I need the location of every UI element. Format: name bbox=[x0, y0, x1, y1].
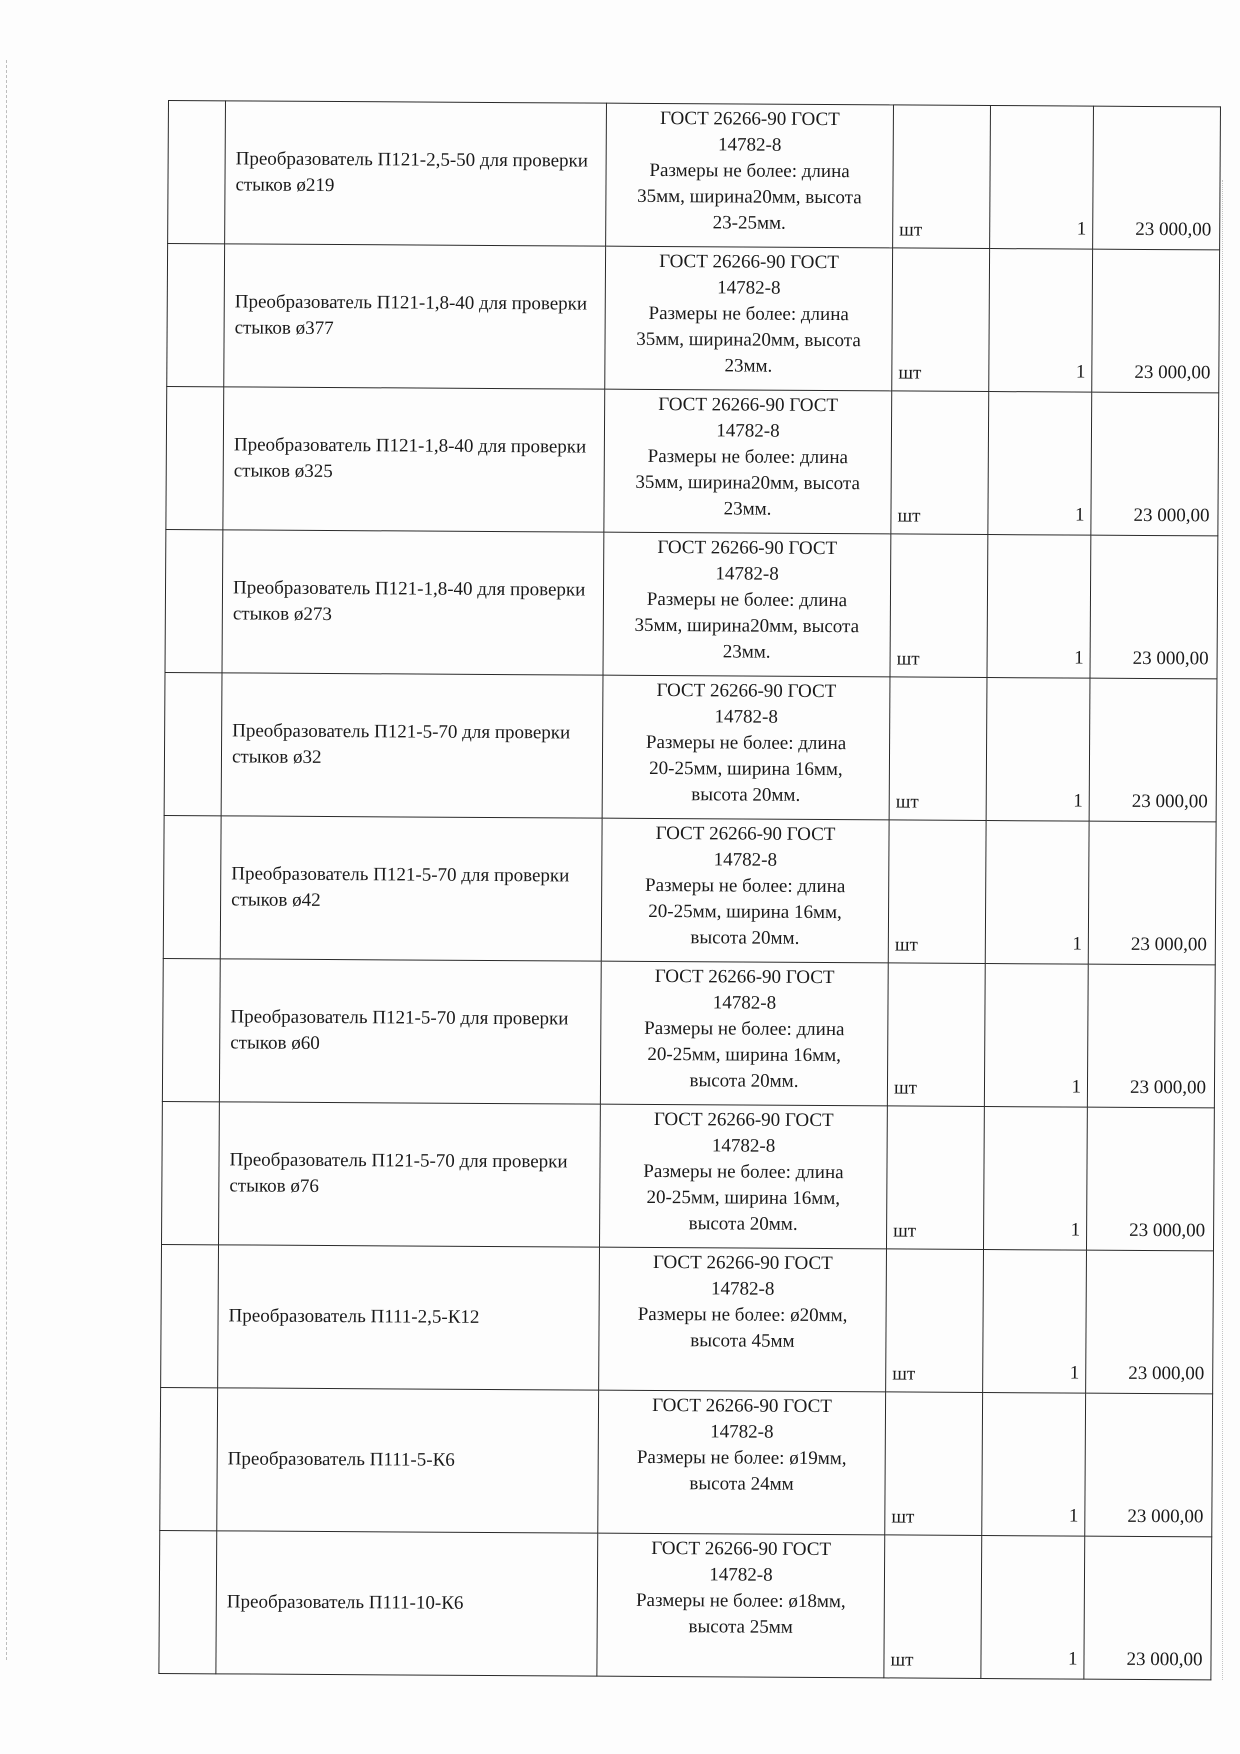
item-unit: шт bbox=[893, 1077, 917, 1099]
item-unit: шт bbox=[899, 219, 923, 241]
item-price: 23 000,00 bbox=[1129, 1219, 1206, 1242]
item-spec-line: 14782-8 bbox=[717, 277, 781, 299]
item-unit-cell bbox=[891, 391, 989, 535]
item-qty: 1 bbox=[1069, 1362, 1080, 1384]
item-spec-cell bbox=[601, 818, 889, 963]
row-number-cell bbox=[162, 1101, 220, 1244]
item-price-cell bbox=[1092, 249, 1220, 393]
table-row bbox=[168, 101, 1221, 250]
item-spec-line: 14782-8 bbox=[714, 706, 778, 728]
item-qty: 1 bbox=[1067, 1648, 1078, 1670]
item-spec-line: 14782-8 bbox=[710, 1421, 774, 1443]
item-name: Преобразователь П111-2,5-К12 bbox=[228, 1305, 480, 1328]
item-name-cell bbox=[221, 673, 603, 818]
item-qty-cell bbox=[983, 1107, 1087, 1251]
item-name: Преобразователь П121-1,8-40 для проверки стыков ø377 bbox=[234, 291, 588, 340]
item-unit: шт bbox=[890, 1649, 914, 1671]
item-price-cell bbox=[1093, 106, 1221, 250]
table-row bbox=[165, 529, 1218, 678]
item-name: Преобразователь П111-10-К6 bbox=[226, 1591, 464, 1614]
item-price: 23 000,00 bbox=[1133, 504, 1210, 527]
item-unit-cell bbox=[886, 1249, 984, 1393]
item-unit: шт bbox=[898, 362, 922, 384]
item-unit-cell bbox=[888, 820, 986, 964]
item-unit-cell bbox=[889, 677, 987, 821]
scan-edge-right bbox=[1222, 180, 1224, 1680]
row-number-cell bbox=[160, 1387, 218, 1530]
items-table-wrapper bbox=[158, 100, 1212, 1680]
row-number-cell bbox=[166, 386, 224, 529]
item-qty-cell bbox=[982, 1393, 1086, 1537]
table-row bbox=[164, 672, 1217, 821]
item-qty-cell bbox=[984, 964, 1088, 1108]
item-qty: 1 bbox=[1076, 218, 1087, 240]
item-spec-line: Размеры не более: длина bbox=[646, 588, 848, 612]
item-price-cell bbox=[1084, 1536, 1212, 1680]
item-spec-line: Размеры не более: длина bbox=[645, 874, 846, 898]
item-spec-line: Размеры не более: ø20мм, bbox=[637, 1303, 848, 1327]
item-spec-line: 20-25мм, ширина 16мм, bbox=[646, 1186, 841, 1210]
item-spec-line: 23-25мм. bbox=[712, 212, 786, 234]
item-spec-line: 23мм. bbox=[723, 498, 772, 520]
row-number-cell bbox=[164, 672, 222, 815]
item-qty-cell bbox=[981, 1535, 1085, 1679]
item-unit: шт bbox=[893, 1220, 917, 1242]
item-unit: шт bbox=[896, 648, 920, 670]
item-name: Преобразователь П121-2,5-50 для проверки стыков ø219 bbox=[235, 148, 589, 197]
item-spec-line: высота 45мм bbox=[690, 1330, 795, 1352]
item-price: 23 000,00 bbox=[1127, 1505, 1204, 1528]
item-spec-line: 14782-8 bbox=[712, 992, 777, 1014]
item-price-cell bbox=[1091, 392, 1219, 536]
item-spec-line: 20-25мм, ширина 16мм, bbox=[649, 757, 843, 781]
item-qty-cell bbox=[990, 106, 1094, 250]
item-spec-line: ГОСТ 26266-90 ГОСТ bbox=[657, 536, 838, 560]
item-price: 23 000,00 bbox=[1128, 1362, 1205, 1385]
item-name: Преобразователь П121-5-70 для проверки стыков ø76 bbox=[229, 1149, 568, 1197]
item-name-cell bbox=[220, 816, 602, 961]
item-unit-cell bbox=[887, 963, 985, 1107]
item-name: Преобразователь П121-1,8-40 для проверки стыков ø273 bbox=[232, 577, 586, 626]
item-spec-line: 14782-8 bbox=[715, 563, 779, 585]
item-name: Преобразователь П111-5-К6 bbox=[227, 1448, 455, 1471]
item-price-cell bbox=[1085, 1393, 1213, 1537]
item-spec-line: 14782-8 bbox=[713, 849, 778, 871]
table-row bbox=[162, 958, 1215, 1107]
item-qty: 1 bbox=[1074, 647, 1084, 669]
item-qty: 1 bbox=[1071, 1076, 1082, 1098]
item-name-cell bbox=[225, 101, 607, 246]
item-spec-line: 14782-8 bbox=[711, 1135, 776, 1157]
item-spec-line: высота 24мм bbox=[689, 1473, 794, 1495]
item-unit-cell bbox=[892, 248, 990, 392]
item-unit-cell bbox=[886, 1106, 984, 1250]
item-spec-cell bbox=[599, 1247, 887, 1392]
item-spec-cell bbox=[604, 389, 892, 534]
item-spec-cell bbox=[603, 532, 891, 677]
item-name-cell bbox=[222, 530, 604, 675]
item-spec-line: 14782-8 bbox=[716, 420, 780, 442]
table-row bbox=[166, 386, 1219, 535]
item-price-cell bbox=[1086, 1107, 1214, 1251]
table-row bbox=[167, 244, 1220, 393]
item-price: 23 000,00 bbox=[1131, 790, 1208, 813]
item-price-cell bbox=[1090, 535, 1218, 679]
item-qty-cell bbox=[989, 249, 1093, 393]
item-price: 23 000,00 bbox=[1129, 1076, 1207, 1099]
item-price-cell bbox=[1086, 1250, 1214, 1394]
item-spec-line: ГОСТ 26266-90 ГОСТ bbox=[651, 1537, 832, 1561]
item-name: Преобразователь П121-5-70 для проверки стыков ø32 bbox=[231, 720, 571, 768]
item-unit-cell bbox=[884, 1535, 982, 1679]
item-spec-line: 35мм, ширина20мм, высота bbox=[637, 185, 862, 209]
item-spec-cell bbox=[602, 675, 890, 820]
item-spec-line: 20-25мм, ширина 16мм, bbox=[647, 1043, 841, 1067]
item-name: Преобразователь П121-5-70 для проверки стыков ø60 bbox=[230, 1006, 569, 1054]
item-qty-cell bbox=[983, 1250, 1087, 1394]
item-spec-line: 35мм, ширина20мм, высота bbox=[636, 328, 861, 352]
item-price: 23 000,00 bbox=[1132, 647, 1209, 670]
item-qty: 1 bbox=[1074, 504, 1085, 526]
item-name-cell bbox=[217, 1388, 599, 1533]
item-price-cell bbox=[1088, 821, 1216, 965]
table-row bbox=[161, 1244, 1214, 1393]
item-name-cell bbox=[223, 387, 605, 532]
item-spec-line: 23мм. bbox=[722, 641, 771, 663]
row-number-cell bbox=[163, 815, 221, 958]
item-spec-line: Размеры не более: длина bbox=[648, 302, 849, 326]
item-spec-line: 14782-8 bbox=[711, 1278, 775, 1300]
item-unit: шт bbox=[897, 505, 921, 527]
table-row bbox=[160, 1387, 1213, 1536]
item-qty: 1 bbox=[1070, 1219, 1081, 1241]
row-number-cell bbox=[165, 529, 223, 672]
item-name-cell bbox=[216, 1531, 598, 1676]
item-spec-line: Размеры не более: ø19мм, bbox=[636, 1446, 847, 1470]
row-number-cell bbox=[159, 1530, 217, 1673]
item-spec-cell bbox=[606, 103, 894, 248]
item-spec-line: высота 25мм bbox=[688, 1616, 793, 1638]
item-spec-cell bbox=[600, 961, 888, 1106]
item-name: Преобразователь П121-1,8-40 для проверки стыков ø325 bbox=[233, 434, 587, 483]
item-spec-line: Размеры не более: длина bbox=[644, 1017, 845, 1041]
item-spec-line: ГОСТ 26266-90 ГОСТ bbox=[654, 965, 835, 989]
table-row bbox=[159, 1530, 1212, 1679]
item-spec-line: ГОСТ 26266-90 ГОСТ bbox=[658, 394, 839, 417]
item-spec-line: Размеры не более: длина bbox=[647, 445, 849, 469]
row-number-cell bbox=[161, 1244, 219, 1387]
item-unit: шт bbox=[891, 1506, 915, 1528]
item-spec-line: ГОСТ 26266-90 ГОСТ bbox=[659, 108, 840, 131]
row-number-cell bbox=[162, 958, 220, 1101]
item-spec-cell bbox=[598, 1390, 886, 1535]
item-price-cell bbox=[1087, 964, 1215, 1108]
item-spec-line: высота 20мм. bbox=[691, 784, 801, 806]
item-spec-line: 14782-8 bbox=[709, 1564, 773, 1586]
item-spec-cell bbox=[597, 1533, 885, 1678]
item-spec-line: ГОСТ 26266-90 ГОСТ bbox=[652, 1251, 833, 1275]
item-qty: 1 bbox=[1072, 933, 1082, 955]
item-spec-line: 23мм. bbox=[724, 355, 773, 377]
item-spec-line: ГОСТ 26266-90 ГОСТ bbox=[655, 822, 836, 846]
item-spec-cell bbox=[600, 1104, 888, 1249]
item-qty-cell bbox=[985, 821, 1089, 965]
item-spec-line: Размеры не более: ø18мм, bbox=[635, 1589, 846, 1613]
item-name-cell bbox=[224, 244, 606, 389]
items-table bbox=[158, 100, 1221, 1680]
item-spec-line: 20-25мм, ширина 16мм, bbox=[648, 900, 842, 924]
item-unit: шт bbox=[895, 791, 919, 813]
item-spec-line: 35мм, ширина20мм, высота bbox=[634, 614, 860, 638]
row-number-cell bbox=[167, 244, 225, 387]
item-price-cell bbox=[1089, 678, 1217, 822]
item-unit: шт bbox=[892, 1363, 916, 1385]
item-spec-line: Размеры не более: длина bbox=[649, 159, 850, 183]
item-qty: 1 bbox=[1073, 790, 1083, 812]
item-unit-cell bbox=[885, 1392, 983, 1536]
row-number-cell bbox=[168, 101, 226, 244]
items-table-body bbox=[159, 101, 1221, 1680]
item-qty-cell bbox=[986, 678, 1090, 822]
item-spec-line: 14782-8 bbox=[718, 134, 782, 156]
item-spec-line: ГОСТ 26266-90 ГОСТ bbox=[659, 251, 839, 274]
item-qty: 1 bbox=[1068, 1505, 1079, 1527]
item-unit-cell bbox=[890, 534, 988, 678]
item-spec-line: Размеры не более: длина bbox=[645, 731, 847, 755]
table-row bbox=[163, 815, 1216, 964]
item-unit: шт bbox=[894, 934, 918, 956]
scan-edge-left bbox=[6, 60, 8, 1660]
item-price: 23 000,00 bbox=[1134, 361, 1211, 384]
item-spec-line: ГОСТ 26266-90 ГОСТ bbox=[656, 679, 837, 703]
item-name: Преобразователь П121-5-70 для проверки стыков ø42 bbox=[231, 863, 570, 911]
item-spec-line: ГОСТ 26266-90 ГОСТ bbox=[652, 1394, 833, 1418]
item-price: 23 000,00 bbox=[1135, 218, 1212, 241]
item-spec-line: 35мм, ширина20мм, высота bbox=[635, 471, 861, 495]
item-spec-line: высота 20мм. bbox=[688, 1213, 798, 1235]
item-spec-cell bbox=[605, 246, 893, 391]
item-spec-line: ГОСТ 26266-90 ГОСТ bbox=[653, 1108, 834, 1132]
item-price: 23 000,00 bbox=[1126, 1648, 1203, 1671]
item-spec-line: Размеры не более: длина bbox=[643, 1160, 844, 1184]
item-qty: 1 bbox=[1075, 361, 1086, 383]
item-unit-cell bbox=[893, 105, 991, 249]
item-name-cell bbox=[219, 1102, 601, 1247]
item-spec-line: высота 20мм. bbox=[690, 927, 800, 949]
table-row bbox=[162, 1101, 1215, 1250]
item-name-cell bbox=[219, 959, 601, 1104]
item-price: 23 000,00 bbox=[1130, 933, 1207, 956]
item-spec-line: высота 20мм. bbox=[689, 1070, 799, 1092]
item-qty-cell bbox=[988, 392, 1092, 536]
item-qty-cell bbox=[987, 535, 1091, 679]
item-name-cell bbox=[218, 1245, 600, 1390]
